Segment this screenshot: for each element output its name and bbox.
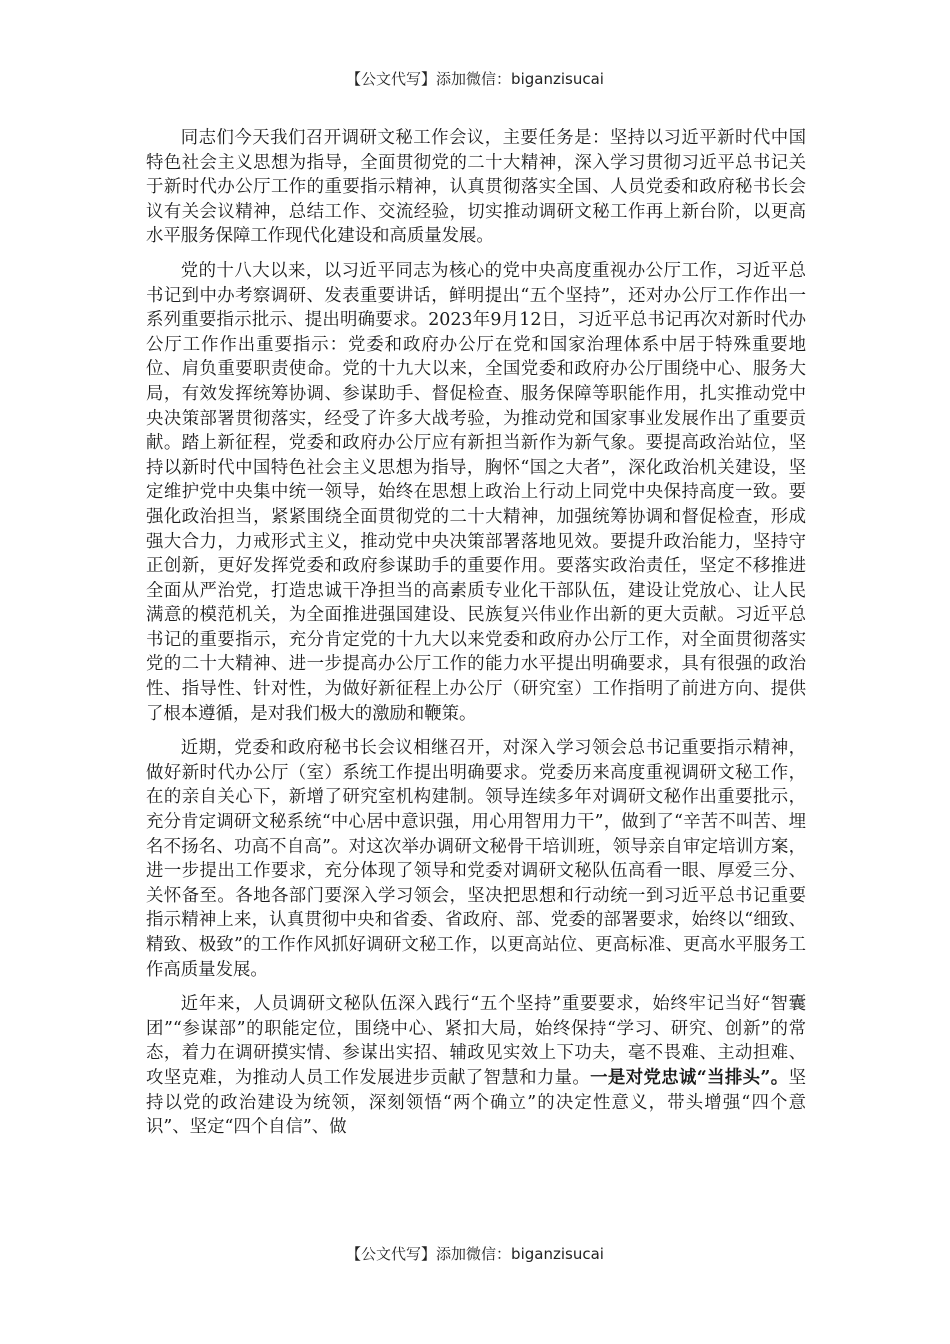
paragraph-3: 近期，党委和政府秘书长会议相继召开，对深入学习领会总书记重要指示精神，做好新时代办公厅（室）系统工作提出明确要求。党委历来高度重视调研文秘工作，在的亲自关心下，新增了研究室机构建制。领导连续多年对调研文秘作出重要批示，充分肯定调研文秘系统“中心居中意识强，用心用智用力干”，做到了“辛苦不叫苦、埋名不扬名、功高不自高”。对这次举办调研文秘骨干培训班，领导亲自审定培训方案，进一步提出工作要求，充分体现了领导和党委对调研文秘队伍高看一眼、厚爱三分、关怀备至。各地各部门要深入学习领会，坚决把思想和行动统一到习近平总书记重要指示精神上来，认真贯彻中央和省委、省政府、部、党委的部署要求，始终以“细致、精致、极致”的工作作风抓好调研文秘工作，以更高站位、更高标准、更高水平服务工作高质量发展。 bbox=[146, 738, 806, 980]
paragraph-2: 党的十八大以来，以习近平同志为核心的党中央高度重视办公厅工作，习近平总书记到中办考察调研、发表重要讲话，鲜明提出“五个坚持”，还对办公厅工作作出一系列重要指示批示、提出明确要求。2023年9月12日，习近平总书记再次对新时代办公厅工作作出重要指示：党委和政府办公厅在党和国家治理体系中居于特殊重要地位、肩负重要职责使命。党的十九大以来，全国党委和政府办公厅围绕中心、服务大局，有效发挥统筹协调、参谋助手、督促检查、服务保障等职能作用，扎实推动党中央决策部署贯彻落实，经受了许多大战考验，为推动党和国家事业发展作出了重要贡献。踏上新征程，党委和政府办公厅应有新担当新作为新气象。要提高政治站位，坚持以新时代中国特色社会主义思想为指导，胸怀“国之大者”，深化政治机关建设，坚定维护党中央集中统一领导，始终在思想上政治上行动上同党中央保持高度一致。要强化政治担当，紧紧围绕全面贯彻党的二十大精神，加强统筹协调和督促检查，形成强大合力，力戒形式主义，推动党中央决策部署落地见效。要提升政治能力，坚持守正创新，更好发挥党委和政府参谋助手的重要作用。要落实政治责任，坚定不移推进全面从严治党，打造忠诚干净担当的高素质专业化干部队伍，建设让党放心、让人民满意的模范机关，为全面推进强国建设、民族复兴伟业作出新的更大贡献。习近平总书记的重要指示，充分肯定党的十九大以来党委和政府办公厅工作，对全面贯彻落实党的二十大精神、进一步提高办公厅工作的能力水平提出明确要求，具有很强的政治性、指导性、针对性，为做好新征程上办公厅（研究室）工作指明了前进方向、提供了根本遵循，是对我们极大的激励和鞭策。 bbox=[146, 260, 806, 724]
paragraph-4-rest: 坚持以党的政治建设为统领，深刻领悟“两个确立”的决定性意义，带头增强“四个意识”、坚定“四个自信”、做 bbox=[146, 1067, 806, 1138]
paragraph-1: 同志们今天我们召开调研文秘工作会议，主要任务是：坚持以习近平新时代中国特色社会主义思想为指导，全面贯彻党的二十大精神，深入学习贯彻习近平总书记关于新时代办公厅工作的重要指示精神，认真贯彻落实全国、人员党委和政府秘书长会议有关会议精神，总结工作、交流经验，切实推动调研文秘工作再上新台阶，以更高水平服务保障工作现代化建设和高质量发展。 bbox=[146, 128, 806, 247]
page-footer: 【公文代写】添加微信：biganzisucai bbox=[346, 1245, 604, 1263]
page-header: 【公文代写】添加微信：biganzisucai bbox=[346, 70, 604, 88]
paragraph-4 bbox=[146, 992, 806, 1140]
document-body bbox=[146, 126, 806, 1150]
paragraph-4-intro: 近年来，人员调研文秘队伍深入践行“五个坚持”重要要求，始终牢记当好“智囊团”“参谋部”的职能定位，围绕中心、紧扣大局，始终保持“学习、研究、创新”的常态，着力在调研摸实情、参谋出实招、辅政见实效上下功夫，毫不畏难、主动担难、攻坚克难，为推动人员工作发展进步贡献了智慧和力量。 bbox=[146, 994, 806, 1088]
paragraph-4-bold-heading: 一是对党忠诚“当排头”。 bbox=[590, 1067, 789, 1088]
